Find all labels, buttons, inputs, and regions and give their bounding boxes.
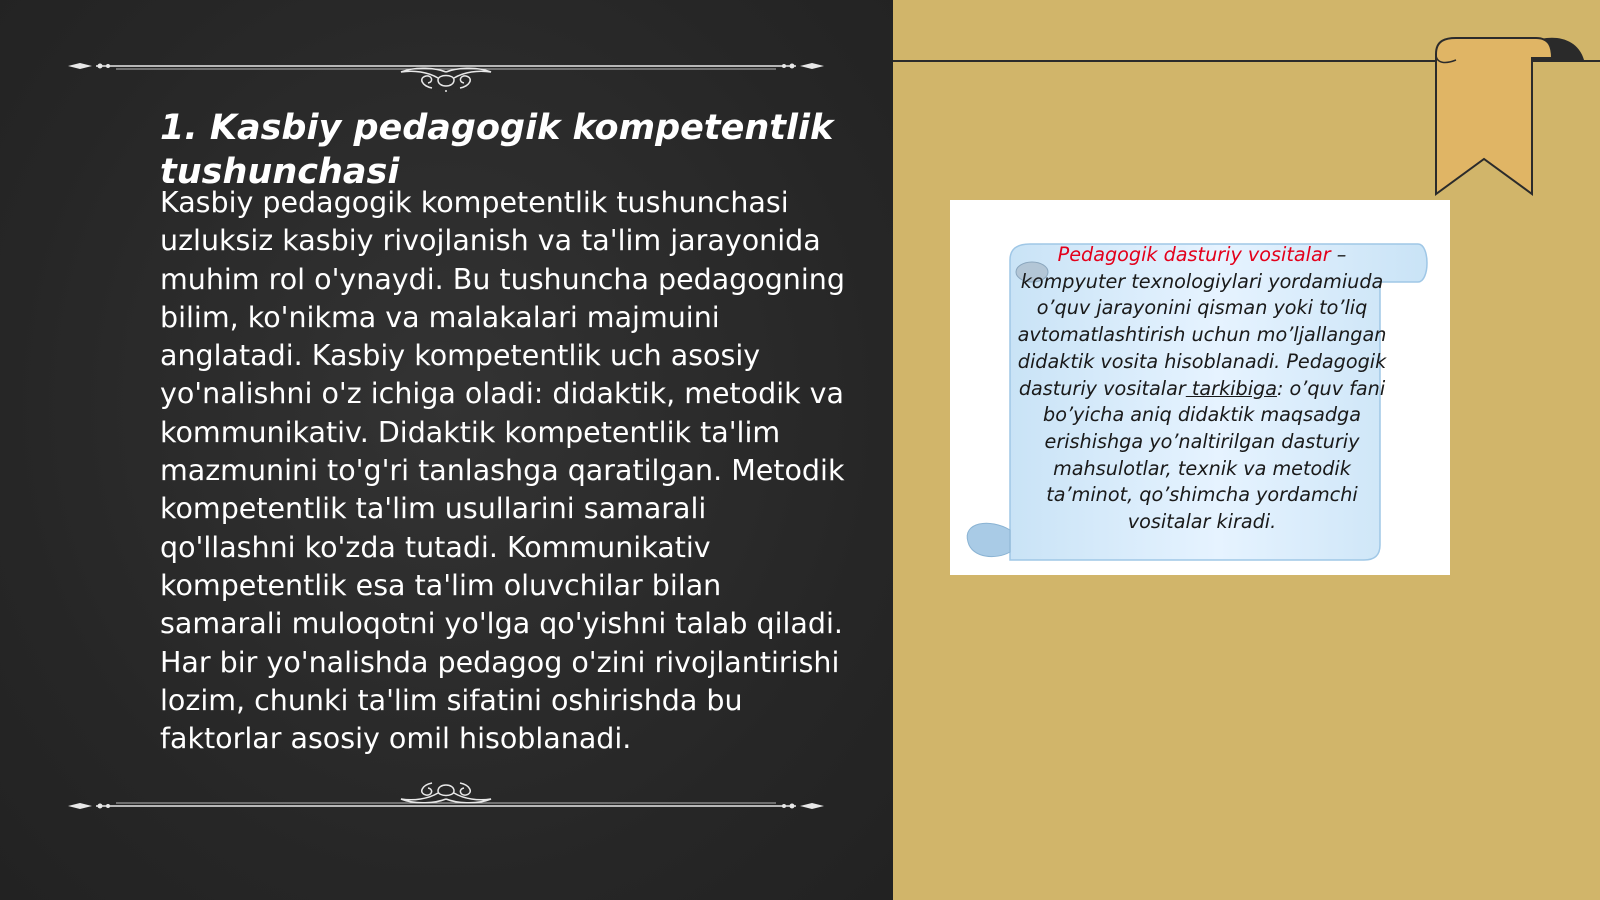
definition-dash: – (1330, 243, 1347, 266)
definition-underlined-word: tarkibiga (1185, 376, 1277, 400)
bookmark-ribbon-icon (1432, 34, 1592, 199)
definition-term: Pedagogik dasturiy vositalar (1057, 243, 1331, 266)
bottom-ornament-divider (66, 781, 826, 831)
definition-rest: : o’quv fani bo’yicha aniq didaktik maqsadga erishishga yo’naltirilgan dasturiy mahsulotlar, texnik va metodik ta’minot, qo’shimcha yordamchi vositalar kiradi. (1043, 376, 1386, 534)
definition-body: kompyuter texnologiylari yordamiuda o’quv jarayonini qisman yoki to’liq avtomatlashtirish uchun mo’ljallangan didaktik vosita hisoblanadi. Pedagogik dasturiy vositalar (1017, 269, 1387, 400)
slide-body-text: Kasbiy pedagogik kompetentlik tushunchasi uzluksiz kasbiy rivojlanish va ta'lim jarayonida muhim rol o'ynaydi. Bu tushuncha pedagogning bilim, ko'nikma va malakalari majmuini anglatadi. Kasbiy kompetentlik uch asosiy yo'nalishni o'z ichiga oladi: didaktik, metodik va kommunikativ. Didaktik kompetentlik ta'lim mazmunini to'g'ri tanlashga qaratilgan. Metodik kompetentlik ta'lim usullarini samarali qo'llashni ko'zda tutadi. Kommunikativ kompetentlik esa ta'lim oluvchilar bilan samarali muloqotni yo'lga qo'yishni talab qiladi. Har bir yo'nalishda pedagog o'zini rivojlantirishi lozim, chunki ta'lim sifatini oshirishda bu faktorlar asosiy omil hisoblanadi. (160, 186, 845, 756)
definition-text (1012, 242, 1392, 536)
top-ornament-divider (66, 42, 826, 92)
definition-image (950, 200, 1450, 575)
slide-title: 1. Kasbiy pedagogik kompetentlik tushunchasi (160, 108, 834, 192)
